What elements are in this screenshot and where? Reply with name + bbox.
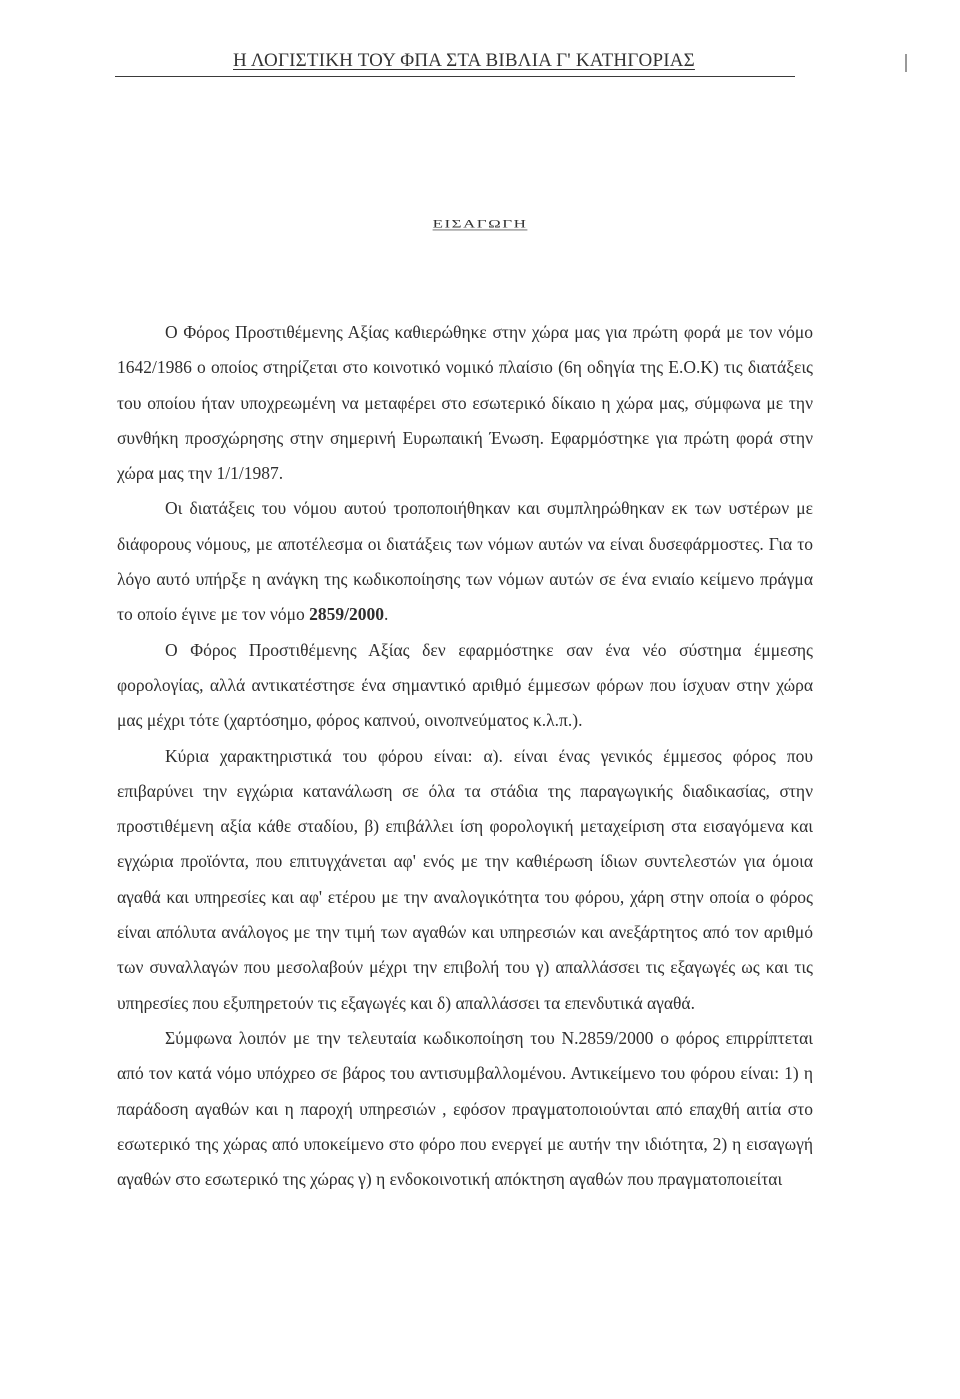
paragraph-5: Σύμφωνα λοιπόν με την τελευταία κωδικοποίηση του Ν.2859/2000 ο φόρος επιρρίπτεται από τον κατά νόμο υπόχρεο σε βάρος του αντισυμβαλλομένου. Αντικείμενο του φόρου είναι: 1) η παράδοση αγαθών και η παροχή υπηρεσιών , εφόσον πραγματοποιούνται από επαχθή αιτία στο εσωτερικό της χώρας από υποκείμενο στο φόρο που ενεργεί με αυτήν την ιδιότητα, 2) η εισαγωγή αγαθών στο εσωτερικό της χώρας γ) η ενδοκοινοτική απόκτηση αγαθών που πραγματοποιείται <box>117 1027 813 1190</box>
paragraph-2 <box>117 491 813 632</box>
body-text <box>117 315 813 1197</box>
law-number: 2859/2000 <box>309 604 384 625</box>
header-margin-mark <box>905 54 907 72</box>
paragraph-2-end: . <box>383 604 389 625</box>
section-title: ΕΙΣΑΓΩΓΗ <box>432 217 528 231</box>
running-header <box>115 50 795 77</box>
paragraph-1: Ο Φόρος Προστιθέμενης Αξίας καθιερώθηκε στην χώρα μας για πρώτη φορά με τον νόμο 1642/1986 ο οποίος στηρίζεται στο κοινοτικό νομικό πλαίσιο (6η οδηγία της Ε.Ο.Κ) τις διατάξεις του οποίου ήταν υποχρεωμένη να μεταφέρει στο εσωτερικό δίκαιο η χώρα μας, σύμφωνα με την συνθήκη προσχώρησης στην σημερινή Ευρωπαική Ένωση. Εφαρμόστηκε για πρώτη φορά στην χώρα μας την 1/1/1987. <box>117 322 813 484</box>
running-header-title: Η ΛΟΓΙΣΤΙΚΗ ΤΟΥ ΦΠΑ ΣΤΑ ΒΙΒΛΙΑ Γ' ΚΑΤΗΓΟΡΙΑΣ <box>233 50 695 71</box>
paragraph-4: Κύρια χαρακτηριστικά του φόρου είναι: α). είναι ένας γενικός έμμεσος φόρος που επιβαρύνει την εγχώρια κατανάλωση σε όλα τα στάδια της παραγωγικής διαδικασίας, στην προστιθέμενη αξία κάθε σταδίου, β) επιβάλλει ίση φορολογική μεταχείριση στα εισαγόμενα και εγχώρια προϊόντα, που επιτυγχάνεται αφ' ενός με την καθιέρωση ίδιων συντελεστών για όμοια αγαθά και υπηρεσίες και αφ' ετέρου με την αναλογικότητα του φόρου, χάρη στην οποία ο φόρος είναι απόλυτα ανάλογος με την τιμή των αγαθών και υπηρεσιών και ανεξάρτητος από τον αριθμό των συναλλαγών που μεσολαβούν μέχρι την επιβολή του γ) απαλλάσσει τις εξαγωγές ως και τις υπηρεσίες που εξυπηρετούν τις εξαγωγές και δ) απαλλάσσει τα επενδυτικά αγαθά. <box>117 745 813 1013</box>
paragraph-3: Ο Φόρος Προστιθέμενης Αξίας δεν εφαρμόστηκε σαν ένα νέο σύστημα έμμεσης φορολογίας, αλλά αντικατέστησε ένα σημαντικό αριθμό έμμεσων φόρων που ίσχυαν στην χώρα μας μέχρι τότε (χαρτόσημο, φόρος καπνού, οινοπνεύματος κ.λ.π.). <box>117 639 813 731</box>
paragraph-2-text: Οι διατάξεις του νόμου αυτού τροποποιήθηκαν και συμπληρώθηκαν εκ των υστέρων με διάφορους νόμους, με αποτέλεσμα οι διατάξεις των νόμων αυτών να είναι δυσεφάρμοστες. Για το λόγο αυτό υπήρξε η ανάγκη της κωδικοποίησης των νόμων αυτών σε ένα ενιαίο κείμενο πράγμα το οποίο έγινε με τον νόμο <box>117 498 813 625</box>
